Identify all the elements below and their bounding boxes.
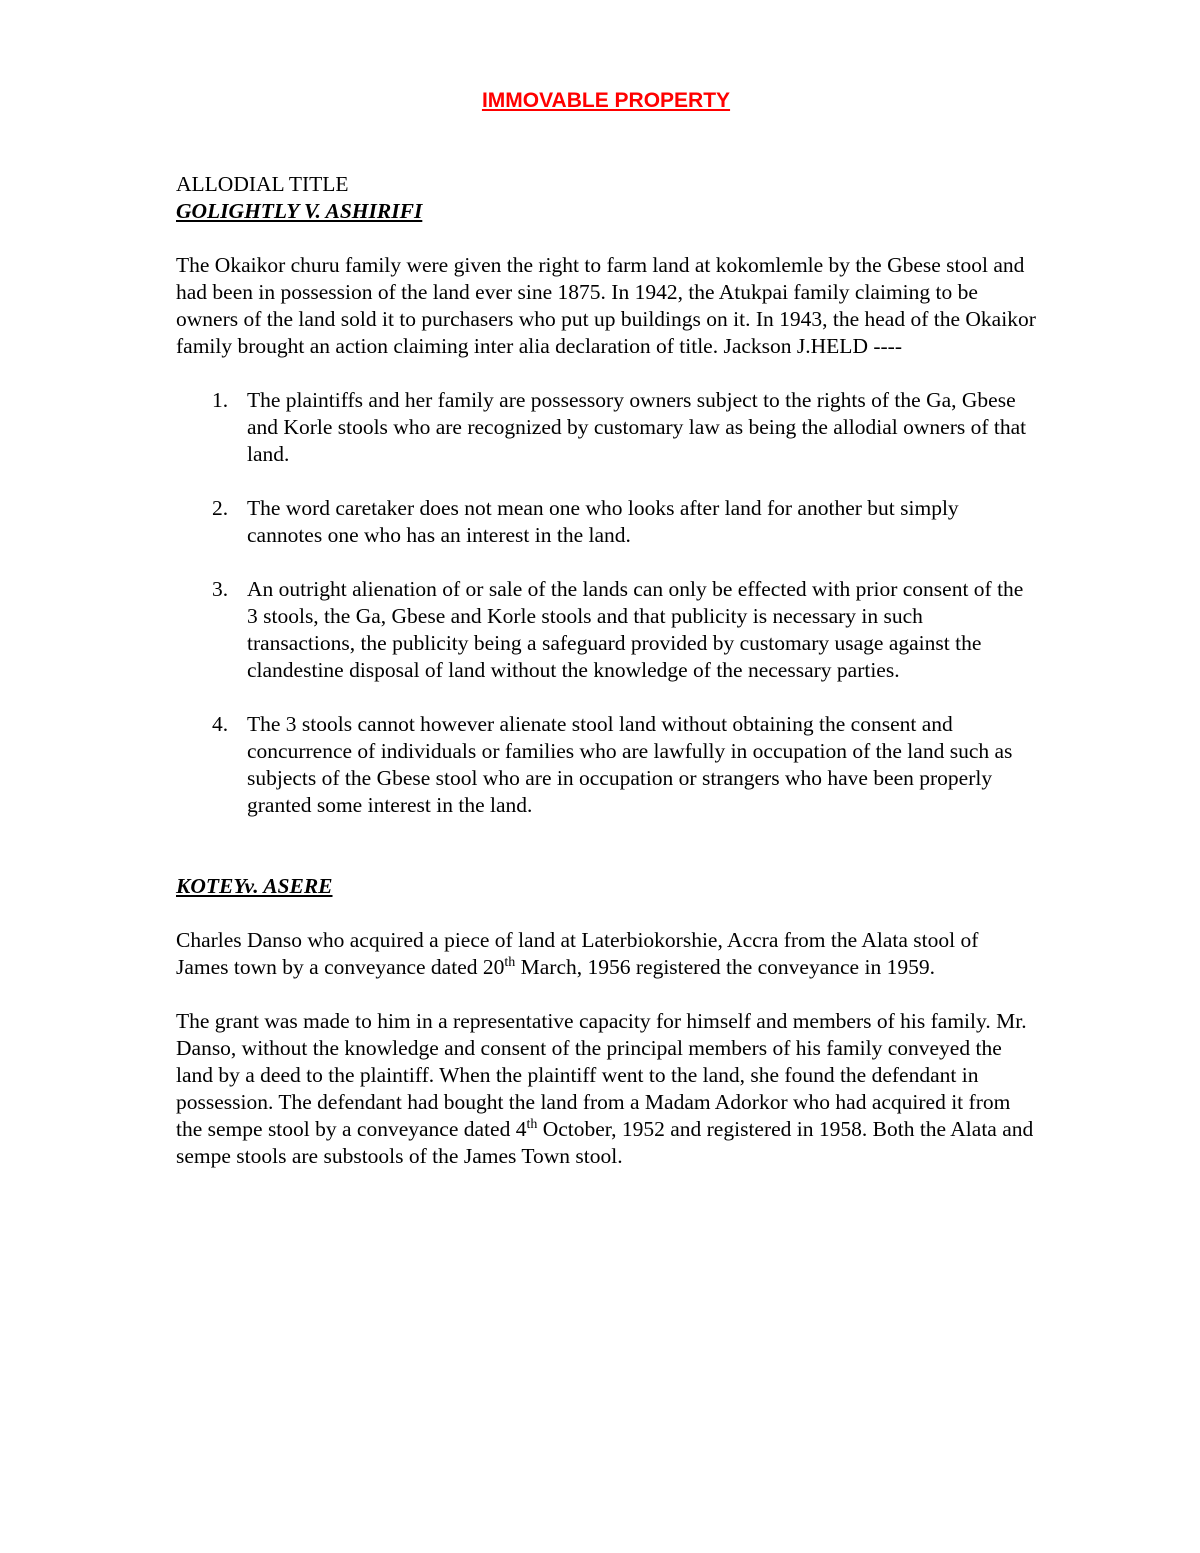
case2-paragraph-1-text-a: Charles Danso who acquired a piece of land at Laterbiokorshie, Accra from the Alata stool of James town by a conveyance dated 20	[176, 928, 979, 979]
document-page	[176, 85, 1036, 1170]
case2-paragraph-2	[176, 1008, 1036, 1170]
list-item-text: The plaintiffs and her family are possessory owners subject to the rights of the Ga, Gbese and Korle stools who are recognized by customary law as being the allodial owners of that land.	[247, 388, 1027, 466]
ordinal-suffix: th	[526, 1117, 538, 1132]
document-title: IMMOVABLE PROPERTY	[481, 89, 731, 112]
case2-paragraph-2-text-a: The grant was made to him in a representative capacity for himself and members of his family. Mr. Danso, without the knowledge and consent of the principal members of his family conveyed the land by a deed to the plaintiff. When the plaintiff went to the land, she found the defendant in possession. The defendant had bought the land from a Madam Adorkor who had acquired it from the sempe stool by a conveyance dated 4	[176, 1009, 1027, 1141]
list-item-text: The 3 stools cannot however alienate stool land without obtaining the consent and concurrence of individuals or families who are lawfully in occupation of the land such as subjects of the Gbese stool who are in occupation or strangers who have been properly granted some interest in the land.	[247, 712, 1013, 817]
list-item	[176, 576, 1036, 684]
list-item	[176, 711, 1036, 819]
section-label: ALLODIAL TITLE	[176, 172, 349, 196]
list-item-number: 4.	[212, 712, 229, 736]
case2-paragraph-2-text-b: October, 1952 and registered in 1958. Both the Alata and sempe stools are substools of the James Town stool.	[176, 1117, 1034, 1168]
ordinal-suffix: th	[504, 955, 516, 970]
case-title-golightly: GOLIGHTLY V. ASHIRIFI	[176, 199, 423, 223]
list-item-number: 1.	[212, 388, 229, 412]
list-item-number: 2.	[212, 496, 229, 520]
list-item-number: 3.	[212, 577, 229, 601]
case-title-kotey: KOTEYv. ASERE	[176, 874, 333, 898]
list-item-text: The word caretaker does not mean one who looks after land for another but simply cannotes one who has an interest in the land.	[247, 496, 959, 547]
holdings-list	[176, 387, 1036, 819]
list-item	[176, 495, 1036, 549]
case2-paragraph-1	[176, 927, 1036, 981]
list-item	[176, 387, 1036, 468]
case2-paragraph-1-text-b: March, 1956 registered the conveyance in 1959.	[515, 955, 935, 979]
list-item-text: An outright alienation of or sale of the lands can only be effected with prior consent of the 3 stools, the Ga, Gbese and Korle stools and that publicity is necessary in such transactions, the publicity being a safeguard provided by customary usage against the clandestine disposal of land without the knowledge of the necessary parties.	[247, 577, 1024, 682]
case1-facts: The Okaikor churu family were given the right to farm land at kokomlemle by the Gbese stool and had been in possession of the land ever sine 1875. In 1942, the Atukpai family claiming to be owners of the land sold it to purchasers who put up buildings on it. In 1943, the head of the Okaikor family brought an action claiming inter alia declaration of title. Jackson J.HELD ----	[176, 253, 1036, 358]
